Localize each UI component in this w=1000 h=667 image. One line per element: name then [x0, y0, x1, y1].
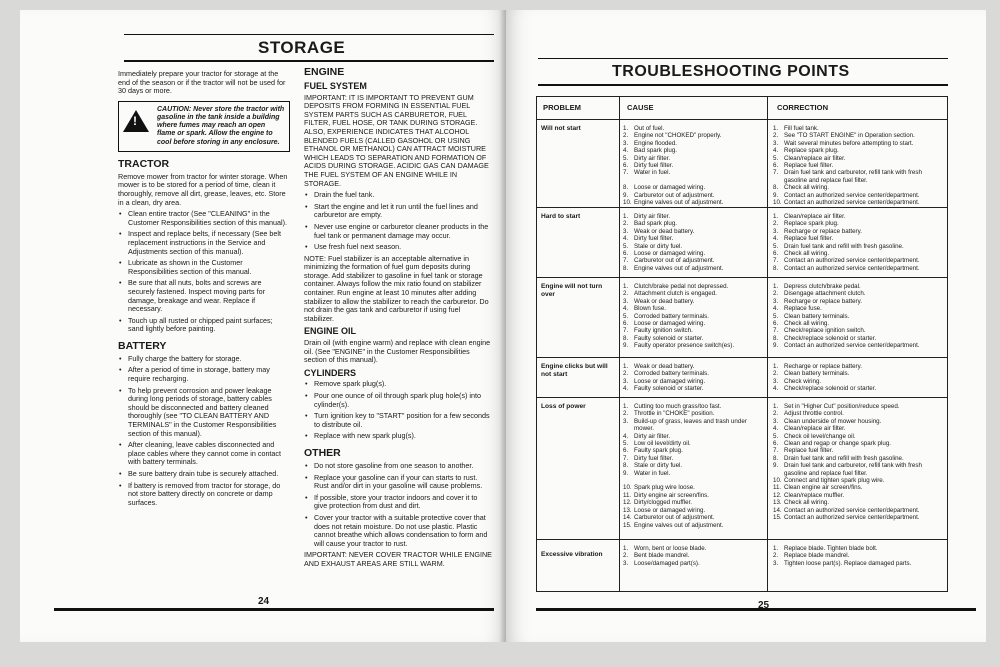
title-rule-bottom: [538, 84, 948, 86]
correction-list: [773, 283, 945, 350]
correction-item: 13. Check all wiring.: [773, 499, 830, 507]
cause-item: 2. Engine not "CHOKED" properly.: [623, 132, 722, 140]
list-item: • Start the engine and let it run until the fuel lines and carburetor are empty.: [304, 203, 492, 220]
cause-item: 1. Cutting too much grass/too fast.: [623, 403, 722, 410]
correction-item: 9. Contact an authorized service center/department.: [773, 342, 920, 350]
cause-item: 5. Low oil level/dirty oil.: [623, 440, 691, 448]
cause-item: 9. Water in fuel.: [623, 469, 671, 477]
cause-item: 6. Loose or damaged wiring.: [623, 250, 706, 258]
correction-item: 3. Recharge or replace battery.: [773, 297, 862, 305]
cause-item: 10. Engine valves out of adjustment.: [623, 199, 724, 207]
cause-list: [623, 213, 765, 272]
problem-label: Engine will not turn over: [541, 283, 603, 298]
correction-item: 5. Clean battery terminals.: [773, 312, 850, 320]
cause-item: 5. Corroded battery terminals.: [623, 312, 709, 320]
caution-text: CAUTION: Never store the tractor with gasoline in the tank inside a building where fumes may reach an open flame or spark. Allow the engine to cool before storing in any enclosure.: [157, 105, 285, 146]
correction-item: 3. Check wiring.: [773, 377, 822, 385]
correction-item: 4. Replace fuel filter.: [773, 235, 834, 243]
correction-item: 10. Contact an authorized service center/department.: [773, 199, 920, 207]
correction-item: 14. Contact an authorized service center/department.: [773, 506, 920, 514]
header-cause: CAUSE: [627, 103, 654, 112]
cause-item: 2. Corroded battery terminals.: [623, 370, 709, 378]
correction-list: [773, 125, 945, 206]
list-item: • Lubricate as shown in the Customer Responsibilities section of this manual.: [118, 259, 290, 276]
engine-oil-heading: ENGINE OIL: [304, 326, 357, 337]
cylinders-heading: CYLINDERS: [304, 367, 357, 378]
correction-item: 6. Clean and regap or change spark plug.: [773, 440, 891, 448]
list-item: • Replace your gasoline can if your can starts to rust. Rust and/or dirt in your gasoline will cause problems.: [304, 474, 492, 491]
list-item: • After a period of time in storage, battery may require recharging.: [118, 366, 290, 383]
correction-list: [773, 403, 945, 522]
correction-item: 2. Replace spark plug.: [773, 220, 839, 228]
cause-item: 7. Dirty fuel filter.: [623, 454, 674, 462]
cause-item: 1. Out of fuel.: [623, 125, 665, 132]
correction-item: 5. Clean/replace air filter.: [773, 154, 846, 162]
list-item: • Be sure that all nuts, bolts and screws are securely fastened. Inspect moving parts for damage, breakage and wear. Replace if necessary.: [118, 279, 290, 313]
correction-item: 6. Replace fuel filter.: [773, 162, 834, 170]
cause-item: 6. Faulty spark plug.: [623, 447, 683, 455]
cause-item: 4. Bad spark plug.: [623, 147, 677, 155]
cause-list: [623, 403, 765, 529]
cause-item: 13. Loose or damaged wiring.: [623, 506, 706, 514]
correction-item: 3. Recharge or replace battery.: [773, 227, 862, 235]
header-problem: PROBLEM: [543, 103, 581, 112]
correction-item: 8. Check all wiring.: [773, 184, 830, 192]
table-row: [537, 207, 947, 277]
correction-item: 9. Drain fuel tank and carburetor, refill tank with fresh gasoline and replace fuel filter.: [773, 462, 922, 477]
list-item: • After cleaning, leave cables disconnected and place cables where they cannot come in contact with battery terminals.: [118, 441, 290, 467]
correction-item: 11. Clean engine air screen/fins.: [773, 484, 863, 492]
fuel-list: [304, 191, 492, 252]
right-column: [304, 66, 492, 572]
table-row: [537, 119, 947, 207]
cause-item: 1. Clutch/brake pedal not depressed.: [623, 283, 729, 290]
header-correction: CORRECTION: [777, 103, 829, 112]
right-page: [506, 10, 986, 642]
correction-item: 4. Clean/replace air filter.: [773, 425, 846, 433]
cause-item: 5. Stale or dirty fuel.: [623, 242, 683, 250]
tractor-heading: TRACTOR: [118, 157, 170, 170]
cause-item: 9. Carburetor out of adjustment.: [623, 191, 715, 199]
correction-item: 5. Drain fuel tank and refill with fresh gasoline.: [773, 242, 904, 250]
correction-item: 7. Replace fuel filter.: [773, 447, 834, 455]
footer-rule: [54, 608, 494, 611]
left-column: [118, 70, 290, 510]
list-item: • Use fresh fuel next season.: [304, 243, 492, 252]
list-item: • Cover your tractor with a suitable protective cover that does not retain moisture. Do not use plastic. Plastic cannot breathe which allows condensation to form and will cause your tractor to rust.: [304, 514, 492, 548]
correction-item: 2. Replace blade mandrel.: [773, 552, 850, 560]
cause-item: [623, 177, 765, 184]
cause-item: 6. Loose or damaged wiring.: [623, 320, 706, 328]
correction-item: 8. Contact an authorized service center/department.: [773, 264, 920, 272]
correction-item: 4. Check/replace solenoid or starter.: [773, 385, 877, 393]
title-rule-top: [124, 34, 494, 35]
cause-item: 4. Dirty air filter.: [623, 432, 671, 440]
correction-item: 7. Drain fuel tank and carburetor, refill tank with fresh gasoline and replace fuel filter.: [773, 169, 922, 184]
correction-item: 7. Check/replace ignition switch.: [773, 327, 866, 335]
problem-label: Engine clicks but will not start: [541, 363, 608, 378]
tractor-list: [118, 210, 290, 334]
cause-item: 1. Worn, bent or loose blade.: [623, 545, 707, 552]
correction-item: 4. Replace fuse.: [773, 305, 822, 313]
correction-item: 2. Disengage attachment clutch.: [773, 290, 866, 298]
correction-item: 8. Drain fuel tank and refill with fresh gasoline.: [773, 454, 904, 462]
correction-item: 7. Contact an authorized service center/department.: [773, 257, 920, 265]
title-rule-bottom: [124, 60, 494, 62]
cause-item: 3. Weak or dead battery.: [623, 227, 695, 235]
cause-list: [623, 283, 765, 350]
correction-item: 8. Check/replace solenoid or starter.: [773, 334, 877, 342]
list-item: • If battery is removed from tractor for storage, do not store battery directly on concrete or damp surfaces.: [118, 482, 290, 508]
correction-item: 15. Contact an authorized service center/department.: [773, 514, 920, 522]
cause-item: 2. Attachment clutch is engaged.: [623, 290, 717, 298]
cause-item: 8. Loose or damaged wiring.: [623, 184, 706, 192]
correction-item: 1. Fill fuel tank.: [773, 125, 819, 132]
correction-item: 12. Clean/replace muffler.: [773, 491, 845, 499]
final-important: IMPORTANT: NEVER COVER TRACTOR WHILE ENGINE AND EXHAUST AREAS ARE STILL WARM.: [304, 550, 492, 568]
correction-item: 2. See "TO START ENGINE" in Operation section.: [773, 132, 915, 140]
correction-item: 5. Check oil level/change oil.: [773, 432, 856, 440]
cause-item: 9. Faulty operator presence switch(es).: [623, 342, 735, 350]
page-title: TROUBLESHOOTING POINTS: [612, 63, 850, 80]
correction-item: 1. Depress clutch/brake pedal.: [773, 283, 861, 290]
cause-item: 7. Carburetor out of adjustment.: [623, 257, 715, 265]
cause-item: 12. Dirty/clogged muffler.: [623, 499, 693, 507]
warning-triangle-icon: !: [123, 110, 149, 132]
problem-label: Excessive vibration: [541, 551, 603, 558]
cause-list: [623, 363, 765, 393]
cause-item: 4. Blown fuse.: [623, 305, 666, 313]
engine-oil-text: Drain oil (with engine warm) and replace with clean engine oil. (See "ENGINE" in the Customer Responsibilities section of this manual).: [304, 338, 491, 365]
cause-item: 15. Engine valves out of adjustment.: [623, 521, 724, 529]
engine-heading: ENGINE: [304, 66, 345, 78]
correction-item: 1. Set in "Higher Cut" position/reduce speed.: [773, 403, 900, 410]
correction-item: 6. Check all wiring.: [773, 250, 830, 258]
cause-item: 2. Throttle in "CHOKE" position.: [623, 410, 715, 418]
cause-item: 6. Dirty fuel filter.: [623, 162, 674, 170]
cause-item: 3. Loose/damaged part(s).: [623, 559, 700, 567]
fuel-system-heading: FUEL SYSTEM: [304, 81, 367, 91]
cause-item: 5. Dirty air filter.: [623, 154, 671, 162]
correction-item: 9. Contact an authorized service center/department.: [773, 191, 920, 199]
cause-item: 8. Stale or dirty fuel.: [623, 462, 683, 470]
table-row: [537, 539, 947, 589]
correction-item: 3. Wait several minutes before attempting to start.: [773, 139, 914, 147]
list-item: • Turn ignition key to "START" position for a few seconds to distribute oil.: [304, 412, 492, 429]
correction-item: 1. Clean/replace air filter.: [773, 213, 846, 220]
table-row: [537, 397, 947, 537]
list-item: • To help prevent corrosion and power leakage during long periods of storage, battery cables should be disconnected and battery cleaned thoroughly (see "TO CLEAN BATTERY AND TERMINALS" in the Customer Responsibilities section of this manual).: [118, 387, 290, 439]
battery-list: [118, 355, 290, 508]
title-rule-top: [538, 58, 948, 59]
storage-intro: Immediately prepare your tractor for storage at the end of the season or if the tractor will not be used for 30 days or more.: [118, 69, 286, 96]
cause-item: 3. Engine flooded.: [623, 139, 678, 147]
fuel-note: NOTE: Fuel stabilizer is an acceptable alternative in minimizing the formation of fuel gum deposits during storage. Add stabilizer to gasoline in fuel tank or storage container. Always follow the mix ratio found on stabilizer container. Run engine at least 10 minutes after adding stabilizer to allow the stabilizer to reach the carburetor. Do not drain the gas tank and carburetor if using fuel stabilizer.: [304, 253, 489, 323]
cause-item: 2. Bad spark plug.: [623, 220, 677, 228]
cylinders-list: [304, 380, 492, 441]
cause-item: 7. Water in fuel.: [623, 169, 671, 177]
table-row: [537, 357, 947, 397]
cause-item: 14. Carburetor out of adjustment.: [623, 514, 715, 522]
left-page: [20, 10, 506, 642]
correction-item: 4. Replace spark plug.: [773, 147, 839, 155]
list-item: • Clean entire tractor (See "CLEANING" in the Customer Responsibilities section of this manual).: [118, 210, 290, 227]
other-heading: OTHER: [304, 446, 341, 459]
correction-item: 1. Replace blade. Tighten blade bolt.: [773, 545, 878, 552]
cause-item: 10. Spark plug wire loose.: [623, 484, 695, 492]
correction-item: 10. Connect and tighten spark plug wire.: [773, 477, 885, 485]
cause-item: 1. Dirty air filter.: [623, 213, 671, 220]
cause-item: 8. Faulty solenoid or starter.: [623, 334, 704, 342]
correction-list: [773, 545, 945, 567]
cause-item: [623, 477, 765, 484]
cause-item: 3. Loose or damaged wiring.: [623, 377, 706, 385]
list-item: • Never use engine or carburetor cleaner products in the fuel tank or permanent damage may occur.: [304, 223, 492, 240]
other-list: [304, 462, 492, 548]
list-item: • Pour one ounce of oil through spark plug hole(s) into cylinder(s).: [304, 392, 492, 409]
cause-list: [623, 125, 765, 206]
cause-list: [623, 545, 765, 567]
problem-label: Loss of power: [541, 403, 586, 410]
list-item: • Drain the fuel tank.: [304, 191, 492, 200]
correction-item: 6. Check all wiring.: [773, 320, 830, 328]
page-title: STORAGE: [258, 38, 346, 57]
cause-item: 2. Bent blade mandrel.: [623, 552, 690, 560]
fuel-important-text: IMPORTANT: IT IS IMPORTANT TO PREVENT GUM DEPOSITS FROM FORMING IN ESSENTIAL FUEL SYSTEM PARTS SUCH AS CARBURETOR, FUEL FILTER, FUEL HOSE, OR TANK DURING STORAGE. ALSO, EXPERIENCE INDICATES THAT ALCOHOL BLENDED FUELS (CALLED GASOHOL OR USING ETHANOL OR METHANOL) CAN ATTRACT MOISTURE WHICH LEADS TO SEPARATION AND FORMATION OF ACIDS DURING STORAGE. ACIDIC GAS CAN DAMAGE THE FUEL SYSTEM OF AN ENGINE WHILE IN STORAGE.: [304, 92, 489, 188]
troubleshooting-table: [536, 96, 948, 592]
cause-item: 4. Faulty solenoid or starter.: [623, 385, 704, 393]
cause-item: 3. Build-up of grass, leaves and trash under mower.: [623, 417, 747, 433]
correction-list: [773, 213, 945, 272]
correction-item: 2. Clean battery terminals.: [773, 370, 850, 378]
footer-rule: [536, 608, 976, 611]
cause-item: 4. Dirty fuel filter.: [623, 235, 674, 243]
cause-item: 1. Weak or dead battery.: [623, 363, 695, 370]
correction-item: 3. Tighten loose part(s). Replace damaged parts.: [773, 559, 912, 567]
cause-item: 7. Faulty ignition switch.: [623, 327, 693, 335]
correction-list: [773, 363, 945, 393]
list-item: • Remove spark plug(s).: [304, 380, 492, 389]
battery-heading: BATTERY: [118, 339, 167, 352]
list-item: • Inspect and replace belts, if necessary (See belt replacement instructions in the Service and Adjustments section of this manual).: [118, 230, 290, 256]
correction-item: 3. Clean underside of mower housing.: [773, 417, 882, 425]
list-item: • Be sure battery drain tube is securely attached.: [118, 470, 290, 479]
tractor-text: Remove mower from tractor for winter storage. When mower is to be stored for a period of time, clean it thoroughly, remove all dirt, grease, leaves, etc. Store in a clean, dry area.: [118, 171, 288, 207]
page-number: 25: [758, 600, 770, 611]
problem-label: Will not start: [541, 125, 581, 132]
page-number: 24: [258, 596, 270, 607]
correction-item: 1. Recharge or replace battery.: [773, 363, 862, 370]
list-item: • If possible, store your tractor indoors and cover it to give protection from dust and dirt.: [304, 494, 492, 511]
cause-item: 3. Weak or dead battery.: [623, 297, 695, 305]
list-item: • Touch up all rusted or chipped paint surfaces; sand lightly before painting.: [118, 317, 290, 334]
list-item: • Do not store gasoline from one season to another.: [304, 462, 492, 471]
list-item: • Replace with new spark plug(s).: [304, 432, 492, 441]
problem-label: Hard to start: [541, 213, 581, 220]
table-row: [537, 277, 947, 357]
cause-item: 8. Engine valves out of adjustment.: [623, 264, 724, 272]
list-item: • Fully charge the battery for storage.: [118, 355, 290, 364]
caution-box: [118, 101, 290, 152]
cause-item: 11. Dirty engine air screen/fins.: [623, 491, 709, 499]
correction-item: 2. Adjust throttle control.: [773, 410, 844, 418]
